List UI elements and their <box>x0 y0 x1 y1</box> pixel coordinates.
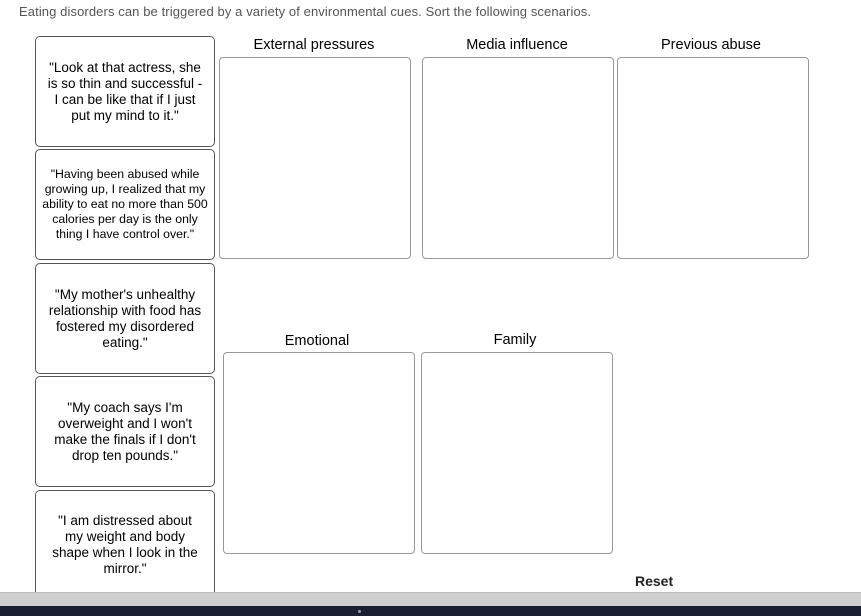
scrollbar-track <box>0 592 861 607</box>
scenario-card-text: "My coach says I'm overweight and I won't make the finals if I don't drop ten pounds." <box>54 399 196 463</box>
drop-zone-previous-abuse[interactable] <box>617 57 809 259</box>
reset-button[interactable]: Reset <box>635 573 674 589</box>
scenario-card-text: "My mother's unhealthy relationship with food has fostered my disordered eating." <box>48 286 202 350</box>
scenario-card-text: "I am distressed about my weight and body shape when I look in the mirror." <box>52 513 198 576</box>
drop-zone-external-pressures[interactable] <box>219 57 411 259</box>
category-label-family: Family <box>493 332 537 348</box>
scenario-card-coach[interactable] <box>35 376 215 487</box>
instructions-text: Eating disorders can be triggered by a variety of environmental cues. Sort the following scenarios. <box>19 4 592 19</box>
scenario-card-mirror[interactable] <box>35 490 215 600</box>
taskbar <box>0 606 861 616</box>
scenario-card-mother[interactable] <box>35 263 215 374</box>
category-label-emotional: Emotional <box>284 333 350 349</box>
scenario-card-actress[interactable] <box>35 36 215 147</box>
drop-zone-emotional[interactable] <box>223 352 415 554</box>
category-label-media-influence: Media influence <box>466 37 568 53</box>
scenario-card-text: "Having been abused while growing up, I realized that my ability to eat no more than 500 calories per day is the only thing I have control over." <box>42 167 208 241</box>
taskbar-indicator-icon <box>358 610 361 613</box>
category-label-external-pressures: External pressures <box>253 37 375 53</box>
category-label-previous-abuse: Previous abuse <box>661 37 761 53</box>
drop-zone-media-influence[interactable] <box>422 57 614 259</box>
scenario-card-text: "Look at that actress, she is so thin and successful - I can be like that if I just put my mind to it." <box>47 59 203 123</box>
scenario-card-abused[interactable] <box>35 149 215 260</box>
drop-zone-family[interactable] <box>421 352 613 554</box>
